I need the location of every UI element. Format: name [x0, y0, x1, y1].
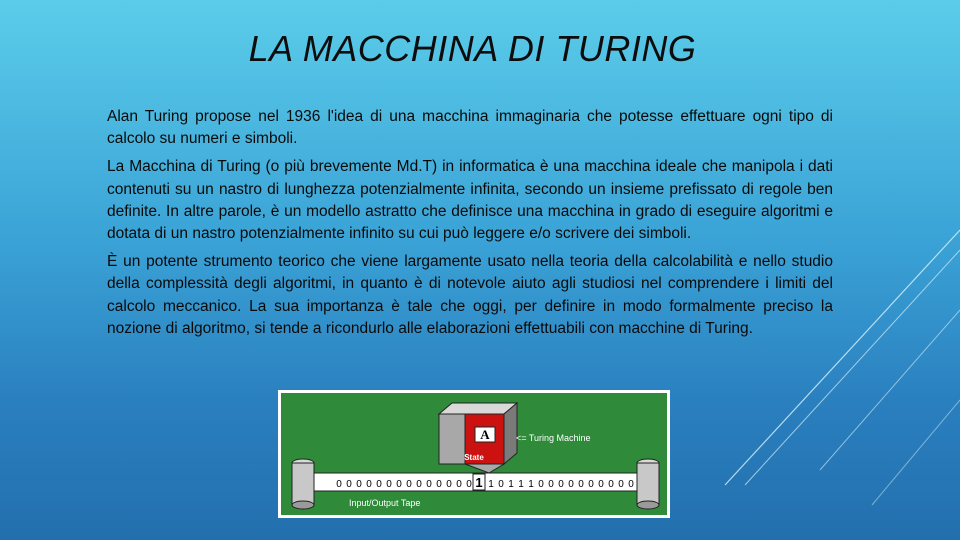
tape-label: Input/Output Tape	[349, 498, 421, 508]
paragraph-2: La Macchina di Turing (o più brevemente Md.T) in informatica è una macchina ideale che manipola i dati contenuti su un nastro di lunghezza potenzialmente infinita, secondo un insieme prefissato di regole ben definite. In altre parole, è un modello astratto che definisce una macchina in grado di eseguire algoritmi e dotata di un nastro potenzialmente infinito su cui può leggere e/o scrivere dei simboli.	[107, 158, 833, 243]
tape-cell: 0	[588, 479, 594, 490]
tape-cell: 0	[538, 479, 544, 490]
tape-cell: 0	[416, 479, 422, 490]
read-head	[465, 464, 504, 473]
tape-cell: 0	[386, 479, 392, 490]
page-title: LA MACCHINA DI TURING	[248, 28, 697, 69]
tape-cell: 0	[558, 479, 564, 490]
tape-head-cell: 1	[475, 475, 483, 490]
tape-cell: 0	[356, 479, 362, 490]
tape-cell: 1	[528, 479, 534, 490]
left-reel	[292, 463, 314, 505]
state-label: State	[464, 453, 484, 462]
tape-cell: 1	[518, 479, 524, 490]
tape-cell: 0	[568, 479, 574, 490]
tape-cell: 0	[446, 479, 452, 490]
tape-cell: 0	[608, 479, 614, 490]
machine-label: <= Turing Machine	[516, 433, 591, 443]
tape-cell: 0	[498, 479, 504, 490]
right-reel	[637, 463, 659, 505]
right-reel-bottom	[637, 501, 659, 509]
turing-machine-figure	[278, 390, 670, 518]
tape-cell: 0	[406, 479, 412, 490]
left-reel-bottom	[292, 501, 314, 509]
tape-cell: 0	[376, 479, 382, 490]
tape-cell: 0	[366, 479, 372, 490]
state-symbol: A	[480, 427, 490, 442]
paragraph-3: È un potente strumento teorico che viene largamente usato nella teoria della calcolabilità e nello studio della complessità degli algoritmi, in quanto è di notevole aiuto agli studiosi nel comprendere i limiti del calcolo meccanico. La sua importanza è tale che oggi, per definire in modo formalmente preciso la nozione di algoritmo, si tende a ricondurlo alle elaborazioni effettuabili con macchine di Turing.	[107, 253, 833, 337]
tape-cell: 0	[436, 479, 442, 490]
tape-cell: 1	[488, 479, 494, 490]
tape-cell: 0	[578, 479, 584, 490]
tape-cell: 0	[548, 479, 554, 490]
tape-cell: 0	[618, 479, 624, 490]
tape-cell: 1	[508, 479, 514, 490]
tape-cell: 0	[598, 479, 604, 490]
tape-cell: 0	[456, 479, 462, 490]
turing-machine-illustration	[281, 393, 667, 515]
slide-body	[107, 106, 833, 346]
tape-cell: 0	[396, 479, 402, 490]
paragraph-1: Alan Turing propose nel 1936 l'idea di una macchina immaginaria che potesse effettuare ogni tipo di calcolo su numeri e simboli.	[107, 108, 833, 148]
tape-cell: 0	[346, 479, 352, 490]
tape-cell: 0	[628, 479, 634, 490]
tape-cell: 0	[336, 479, 342, 490]
tape-cell: 0	[426, 479, 432, 490]
tape-cell: 0	[466, 479, 472, 490]
